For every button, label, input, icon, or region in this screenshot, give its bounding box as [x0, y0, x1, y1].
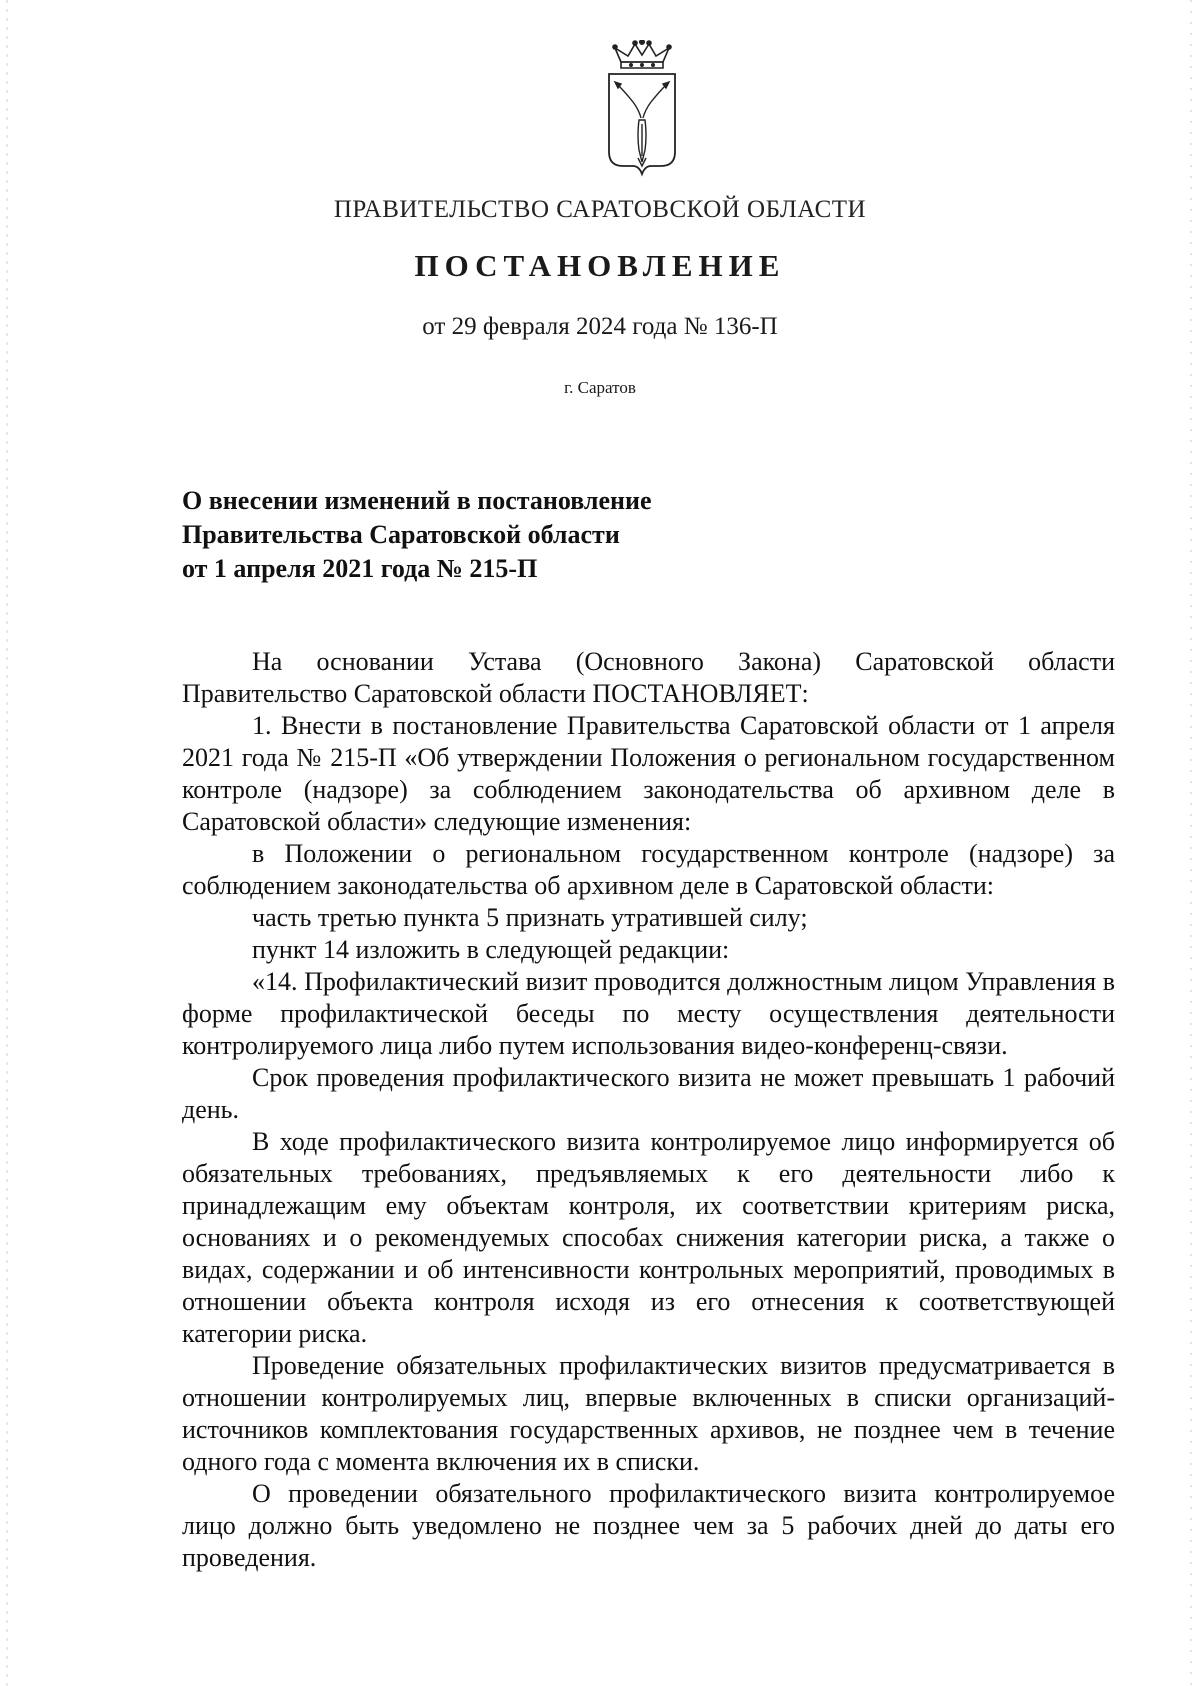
body-paragraph: в Положении о региональном государственном контроле (надзоре) за соблюдением законодательства об архивном деле в Саратовской области:	[182, 839, 1115, 900]
body-paragraph: пункт 14 изложить в следующей редакции:	[252, 935, 730, 964]
body-paragraph: Проведение обязательных профилактических визитов предусматривается в отношении контролируемых лиц, впервые включенных в списки организаций-источников комплектования государственных архивов, не позднее чем в течение одного года с момента включения их в списки.	[182, 1351, 1115, 1476]
title-line: от 1 апреля 2021 года № 215-П	[182, 554, 538, 583]
coat-of-arms-icon	[601, 40, 683, 178]
body-paragraph: «14. Профилактический визит проводится должностным лицом Управления в форме профилактической беседы по месту осуществления деятельности контролируемого лица либо путем использования видео-конференц-связи.	[182, 967, 1115, 1060]
government-name: ПРАВИТЕЛЬСТВО САРАТОВСКОЙ ОБЛАСТИ	[333, 196, 867, 223]
body-paragraph: О проведении обязательного профилактического визита контролируемое лицо должно быть уведомлено не позднее чем за 5 рабочих дней до даты его проведения.	[182, 1479, 1115, 1572]
document-type: ПОСТАНОВЛЕНИЕ	[414, 248, 786, 283]
document-body	[182, 646, 1115, 1574]
body-paragraph: В ходе профилактического визита контролируемое лицо информируется об обязательных требованиях, предъявляемых к его деятельности либо к принадлежащим ему объектам контроля, их соответствии критериям риска, основаниях и о рекомендуемых способах снижения категории риска, а также о видах, содержании и об интенсивности контрольных мероприятий, проводимых в отношении объекта контроля исходя из его отнесения к соответствующей категории риска.	[182, 1127, 1115, 1348]
document-date-number: от 29 февраля 2024 года № 136-П	[422, 313, 778, 340]
body-paragraph: 1. Внести в постановление Правительства Саратовской области от 1 апреля 2021 года № 215-П «Об утверждении Положения о региональном государственном контроле (надзоре) за соблюдением законодательства об архивном деле в Саратовской области» следующие изменения:	[182, 711, 1115, 836]
title-line: О внесении изменений в постановление	[182, 486, 652, 515]
document-title	[182, 484, 652, 586]
body-paragraph: Срок проведения профилактического визита не может превышать 1 рабочий день.	[182, 1063, 1115, 1124]
document-city: г. Саратов	[564, 378, 636, 397]
body-paragraph: часть третью пункта 5 признать утратившей силу;	[252, 903, 808, 932]
body-paragraph: На основании Устава (Основного Закона) Саратовской области Правительство Саратовской области ПОСТАНОВЛЯЕТ:	[182, 647, 1115, 708]
title-line: Правительства Саратовской области	[182, 520, 620, 549]
